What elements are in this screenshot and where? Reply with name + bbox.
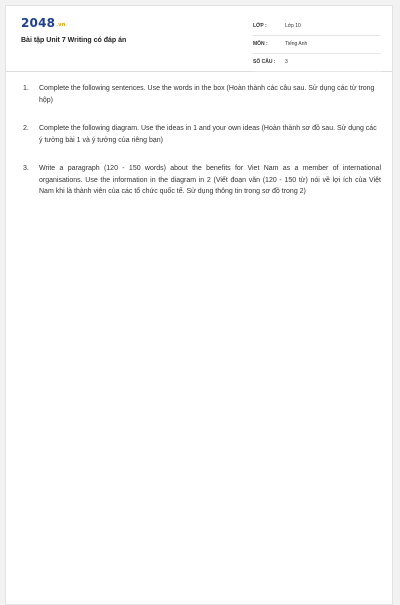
meta-label-class: LỚP :	[253, 23, 267, 29]
logo-suffix: .vn	[56, 22, 66, 28]
document-page	[5, 5, 393, 605]
question-text: Complete the following sentences. Use the words in the box (Hoàn thành các câu sau. Sử dụng các từ trong hộp)	[39, 85, 375, 104]
question-item	[23, 123, 381, 146]
question-list	[23, 83, 381, 215]
meta-row-count	[253, 56, 381, 72]
question-text: Complete the following diagram. Use the ideas in 1 and your own ideas (Hoàn thành sơ đồ sau. Sử dụng các ý tưởng bài 1 và ý tưởng của riêng bạn)	[39, 125, 377, 144]
logo-number: 2048	[21, 16, 56, 30]
meta-label-subject: MÔN :	[253, 41, 268, 47]
question-number: 3.	[23, 165, 29, 172]
document-header	[6, 6, 392, 72]
document-title: Bài tập Unit 7 Writing có đáp án	[21, 37, 127, 44]
meta-value-count: 3	[285, 59, 288, 65]
meta-row-subject	[253, 38, 381, 54]
meta-info	[253, 20, 381, 74]
question-item	[23, 83, 381, 106]
site-logo[interactable]	[21, 16, 66, 30]
meta-label-count: SỐ CÂU :	[253, 59, 276, 65]
meta-row-class	[253, 20, 381, 36]
question-number: 1.	[23, 85, 29, 92]
meta-value-subject: Tiếng Anh	[285, 41, 308, 47]
meta-value-class: Lớp 10	[285, 23, 301, 29]
question-text: Write a paragraph (120 - 150 words) about the benefits for Viet Nam as a member of international organisations. Use the information in the diagram in 2 (Viết đoạn văn (120 - 150 từ) nói về lợi ích của Việt Nam khi là thành viên của các tổ chức quốc tế. Sử dụng thông tin trong sơ đồ trong 2)	[39, 165, 381, 195]
question-number: 2.	[23, 125, 29, 132]
question-item	[23, 163, 381, 198]
